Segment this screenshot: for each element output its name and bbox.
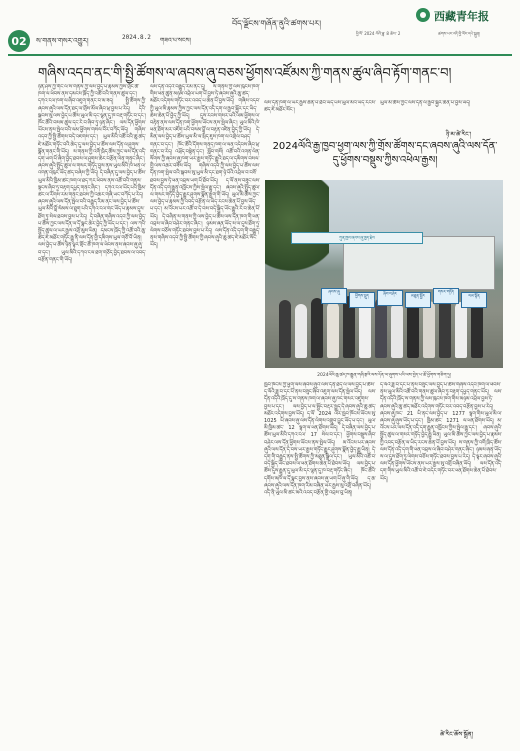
photo-person — [375, 298, 387, 358]
masthead-tibetan: བོད་ལྗོངས་གཞོན་ནུའི་ཚགས་པར། — [232, 19, 321, 28]
photo-person — [455, 302, 467, 358]
header-rule — [8, 54, 512, 56]
newspaper-logo-icon — [416, 8, 430, 22]
photo-person — [359, 300, 371, 358]
photo-person — [391, 303, 403, 358]
sub-headline: 2024ལོའི་རྒྱ་ཁྱབ་ཕྱག་ལས་ཀྱི་གྲོས་ཚོགས་དང་ཞབས་ཞུའི་ལས་དོན་དུ་ཕྱོགས་བསྡུས་ཀྱིས་འཕེལ་རྒྱས། — [272, 141, 498, 166]
page-header — [0, 0, 520, 50]
issue-weekday: གཟའ་པ་སངས། — [160, 37, 191, 44]
masthead-chinese: 西藏青年报 — [434, 10, 489, 23]
author-byline-top: ཉི་མ་ཚེ་རིང་། — [446, 131, 472, 138]
photo-banner: ཀུན་ཁྱབ་ཞབས་ཞུ་ཁྱད་རྗེས — [291, 232, 423, 244]
page-headline: གཞིས་འདབ་ནང་གི་སྤྱི་ཚོགས་ལ་ཞབས་ཞུ་བཅས་ཕྱོགས་འཛོམས་ཀྱི་གནས་ཚུལ་ཞིབ་རྟོག་གནང་བ། — [38, 66, 452, 81]
photo-sign: ལམ་སྟོན — [461, 292, 487, 308]
article-column-3: ཁྱབ་ཁོངས་ཀྱི་ཕྱག་ལས་ཞབས་ཞུའི་ལས་དོན་ཐད་ལ་ལས་བྱེད་པ་ཚོས་ད་ལོའི་ཟླ་བ་དང་པོ་ནས་བཟུང་ཞིབ་འཇུག་ལས་དོན་སྤེལ་ཡོད། ལས་དོན་འདིའི་ཁྲོད་དུ་ས་གནས་ཁག་ལ་ཞབས་ཞུ་ཁང་གསར་འཛུགས་བྱས་པ་དང་། ལས་བྱེད་པ་ལ་སྦྱོང་བརྡར་སྤྲད་དེ་ཞབས་ཞུའི་ཆུ་ཚད་མཐོར་འདེགས་བྱས་ཡོད། ད་ལོ་ 2024 ལོར་ཁྱབ་ཁོངས་ཡོངས་སུ་ 1025 ཡི་ཞབས་ཞུ་ལས་དོན་ལེགས་འགྲུབ་བྱུང་ཡོད་པ་དང་། ཡུལ་མི་ཁྱིམ་ཚང་ 12 ལྷག་ལ་ཕན་ཐོགས་ཡོད། དེ་བཞིན་ལས་བྱེད་པ་ཚོས་ཡུལ་མིའི་དཀའ་ངལ་ 17 སེལ་བ་དང་། ཕྱོགས་བསྡུས་ཞིབ་བཤེར་ལས་དོན་ཕྱོགས་ཡོངས་ནས་སྤེལ་ཡོད། མ་འོངས་པར་ཞབས་ཞུའི་ལས་དོན་དེ་བས་ཡར་རྒྱས་གཏོང་རྒྱུར་ཤུགས་སྣོན་བྱེད་རྒྱུ་ཡིན། དེ་དག་གི་བརྒྱུད་ནས་སྤྱི་ཚོགས་ཀྱི་མཐུན་སྒྲིལ་དང་། ཡུལ་མིའི་འཚོ་བ་བདེ་སྐྱིད་ཡོང་ཐབས་ལ་ཕན་ཐོགས་ཆེན་པོ་ཐེབས་ཡོད། ལས་བྱེད་པ་ཚོས་དུས་རྒྱུན་དུ་ཡུལ་མི་དང་ལྷན་དུ་ཁ་བརྡ་གཏོང་ཞིང་། ཁོང་ཚོའི་དགོས་མཁོ་ལ་དོ་སྣང་བྱས་ནས་ཞབས་ཞུ་ཡག་པོ་ཞུ་གི་ཡོད། ད་ཆ་ཞབས་ཞུའི་ལས་དོན་ཁག་རིམ་བཞིན་ཡར་རྒྱས་སུ་འགྲོ་བཞིན་ཡོད། འདི་ནི་ཡུལ་མི་ཚང་མའི་འབད་བརྩོན་གྱི་འབྲས་བུ་ཡིན། — [264, 382, 376, 497]
photo-sign: གསར་གཏོད — [433, 288, 459, 304]
photo-person — [439, 299, 451, 358]
photo-sign: ཞབས་ཞུ — [321, 288, 347, 304]
photo-caption: 2024ལོའི་ཆུ་ཚད་ཁ་རྒྱུན་གཞི་རྩའི་ལས་དོན་ལ་ཞུགས་པའི་ལས་བྱེད་པ་ཚོ་ཕྱོགས་གཅིག་ཏུ། — [317, 373, 451, 378]
photo-person — [423, 301, 435, 358]
photo-person — [279, 300, 291, 358]
photo-sign: མཐུན་སྦྱོར — [405, 292, 431, 308]
author-byline-bottom: ཚེ་རིང་ཆོས་སྒྲོན། — [440, 731, 473, 738]
news-photo — [265, 180, 503, 368]
photo-tree — [265, 180, 329, 280]
photo-sign: ཞིབ་བཤེར — [377, 290, 403, 306]
article-column-4: ད་ལོའི་ཟླ་བ་དང་པོ་ནས་བཟུང་ལས་བྱེད་པ་ཚོས་གཞིས་འདབ་ཁག་ལ་ཕེབས་ནས་ཡུལ་མིའི་འཚོ་བའི་གནས་ཚུལ་ཞིབ་ཏུ་བརྟག་དཔྱད་གནང་ཡོད། ལས་དོན་འདིའི་ཁྲོད་ས་གནས་ཀྱི་ལས་ཁུངས་ཁག་གིས་མཉམ་འབྲེལ་བྱས་ཏེ་ཞབས་ཞུའི་ཆུ་ཚད་མཐོར་འདེགས་གཏོང་བར་འབད་བརྩོན་བྱས་པ་རེད། ཞབས་ཞུ་ཁང་ 21 ཡི་ནང་ལས་བྱེད་པ་ 1277 ལྷག་གིས་ཡུལ་མི་ལ་ཞབས་ཞུ་ཞུས་ཡོད་པ་དང་། ཁྱིམ་ཚང་ 1271 ལ་ཕན་ཐོགས་ཡོད། མ་འོངས་པར་ལས་དོན་འདི་དག་རྒྱུན་འཁྱོངས་ཀྱིས་སྤེལ་རྒྱུ་དང་། ཞབས་ཞུའི་སྤྱོད་ཚུལ་ལ་གསར་གཏོད་བྱེད་རྒྱུ་ཡིན། ཡུལ་མི་ཚོས་ཀྱང་ལས་བྱེད་པ་རྣམས་ཀྱི་འབད་བརྩོན་ལ་ཡིད་རངས་ཆེན་པོ་བྱས་ཡོད། ས་གནས་ཀྱི་འགོ་ཁྲིད་ཚོས་ལས་དོན་འདི་དག་གི་ཕན་འབྲས་ལ་ཞིབ་བཤེར་གནང་ཞིང་། ཉམས་ཞན་ཡོད་ས་ལ་དུས་ཐོག་ཏུ་ལེགས་བཅོས་གཏོང་ཐབས་བྱས་པ་རེད། དེ་ལྟར་ཞབས་ཞུའི་ལས་དོན་ཕྱོགས་ཡོངས་ནས་ཡར་རྒྱས་སུ་འགྲོ་བཞིན་ཡོད། ལས་དོན་འདི་དག་གིས་ཡུལ་མིའི་འཚོ་བ་ཇེ་བདེར་གཏོང་བར་ཕན་ཐོགས་ཆེན་པོ་ཐེབས་ཡོད། — [380, 382, 502, 482]
article-column-4-top: ཡུལ་མི་ཚོས་ཀྱང་ལས་དོན་ལ་རྒྱབ་སྐྱོར་ཆེན་པོ་བྱས་ཡོད། — [380, 100, 471, 106]
photo-person — [327, 302, 339, 358]
masthead-subline-1: ཕྱི་ལོ་ 2024 ལོའི་ཟླ་ 8 ཚེས་ 2 — [356, 31, 401, 36]
photo-person — [295, 304, 307, 358]
page-number-badge: 02 — [8, 30, 30, 52]
article-column-3-top: ལས་དོན་ཁག་ལ་ཡར་རྒྱས་ཆེན་པོ་ཐོབ་ཡོད་པས་ཡུལ་མིའི་ཡིད་རངས་ཚད་ཇེ་མཐོར་སོང་། — [264, 100, 376, 114]
article-column-2: ལས་དོན་འདིའི་བརྒྱུད་རིམ་ནང་དུ། ས་གནས་ཀྱི་ལས་ཁུངས་ཁག་གིས་ཕན་ཚུན་མཉམ་འབྲེལ་ཡག་པོ་བྱས་ཏེ་ཞབས་ཞུའི་ཆུ་ཚད་མཐོར་འདེགས་གཏོང་བར་འབད་པ་ཆེན་པོ་བྱས་ཡོད། གཞིས་འདབ་ཀྱི་ཡུལ་མི་རྣམས་ཀྱིས་ཀྱང་ལས་དོན་འདི་དག་ལ་རྒྱབ་སྐྱོར་དང་ཡིད་ཆེས་ཆེན་པོ་བྱེད་ཀྱི་ཡོད། དུས་རབས་གསར་པའི་ལམ་ཕྱོགས་ལ་བརྟེན་ནས་ལས་དོན་ཁག་ཕྱོགས་ཡོངས་ནས་སྤེལ་ཞིང་། ཡུལ་མིའི་ཁེ་ཕན་ཐོག་མར་འཇོག་པའི་བསམ་བློ་ལ་བརྟན་འཛིན་བྱེད་ཀྱི་ཡོད། དེ་མིན་ལས་བྱེད་པ་ཚོས་ཡུལ་མི་ལ་སྲིད་ཇུས་ཁག་ལ་འགྲེལ་བཤད་གནང་བ་དང་། ཁོང་ཚོའི་དོགས་གནད་ཁག་ལ་ལན་འདེབས་ཞིབ་ཕྲ་གནང་བ་རེད། འཕྲོད་བསྟེན་དང་། སློབ་གསོ། འཚོ་བའི་འགན་ལེན་སོགས་ཀྱི་ཞབས་ཞུ་ཁག་ཡར་རྒྱས་གཏོང་རྒྱུའི་ཐད་ལ་དམིགས་བསལ་གྱི་ལས་འཆར་བཟོས་ཡོད། གཞིས་འདབ་ཀྱི་ལས་བྱེད་པ་ཚོས་ལས་དོན་ཁག་སྤེལ་བའི་སྐབས་སུ་ཡུལ་མི་དང་ཐག་ཉེ་པོའི་འབྲེལ་བ་བཟོ་ཐབས་བྱས་ཏེ་ཕན་འབྲས་ཡག་པོ་ཐོབ་ཡོད། ད་ལོ་ནས་བཟུང་ལས་དོན་འདི་དག་རྒྱུན་འཁྱོངས་ཀྱིས་སྤེལ་རྒྱུ་དང་། ཞབས་ཞུའི་སྤྱོད་ཚུལ་ལ་གསར་གཏོད་བྱེད་རྒྱུར་ཤུགས་སྣོན་རྒྱག་གི་ཡོད། ཡུལ་མི་ཚོས་ཀྱང་ལས་བྱེད་པ་རྣམས་ཀྱི་འབད་བརྩོན་ལ་ཡིད་རངས་ཆེན་པོ་བྱས་ཡོད་པ་དང་། མ་འོངས་པར་འཚོ་བ་དེ་བས་བདེ་སྐྱིད་ཡོང་རྒྱུའི་རེ་བ་ཆེན་པོ་ཡོད། དེ་བཞིན་ས་གནས་ཀྱི་ལས་བྱེད་པ་ཚོས་ལས་དོན་ཁག་གི་ཕན་འབྲས་ལ་ཞིབ་བཤེར་གནང་ཞིང་། ཉམས་ཞན་ཡོད་ས་ལ་དུས་ཐོག་ཏུ་ལེགས་བཅོས་གཏོང་ཐབས་བྱས་པ་རེད། ལས་དོན་འདི་དག་གི་བརྒྱུད་ནས་གཞིས་འདབ་ཀྱི་སྤྱི་ཚོགས་ཀྱི་ཞབས་ཞུའི་ཆུ་ཚད་ཇེ་མཐོར་སོང་ཡོད། — [150, 84, 260, 249]
photo-person — [311, 298, 323, 358]
masthead-subline-2: ཚགས་པར་འདི་ཕྱི་ལོར་དཔེ་སྐྲུན། — [438, 31, 481, 36]
photo-sign: ཕྱོགས་སྡུད — [349, 292, 375, 308]
photo-bus — [343, 236, 495, 290]
article-column-1: ཉིན་ཤས་ཀྱི་གོང་ལ་ས་གནས་ཀྱི་ལས་བྱེད་པ་རྣམས་ཀྱིས་གྲོང་ཚོ་ཁག་ལ་ཕེབས་ནས་དམངས་ཁྲོད་ཀྱི་འཚོ་བའི་གནས་ཚུལ་དང་། དཀའ་ངལ་ཁག་ལ་ཞིབ་འཇུག་གནང་བ་མ་ཟད། སྤྱི་ཚོགས་ཀྱི་ཞབས་ཞུའི་ལས་དོན་ཐད་ལ་གྲོས་མོལ་ཞིབ་ཕྲ་བྱས་པ་རེད། དེའི་སྐབས་སུ་ལས་བྱེད་པ་ཚོས་ཡུལ་མི་དང་ལྷན་དུ་ཁ་བརྡ་གཏོང་བ་དང་། ཁོང་ཚོའི་བསམ་ཚུལ་དང་རེ་བ་ཞིབ་ཏུ་ཉན་ཞིང་། ལས་དོན་ཕྱོགས་ཡོངས་ནས་སྤེལ་བའི་ལམ་ཕྱོགས་གསལ་བོར་བཀོད་ཡོད། གཞིས་འདབ་ཀྱི་སྤྱི་ཚོགས་བདེ་འཇགས་དང་། ཡུལ་མིའི་འཚོ་བའི་ཆུ་ཚད་ཇེ་མཐོར་གཏོང་བའི་ཆེད་དུ་ལས་བྱེད་པ་ཚོས་ལས་དོན་ལ་ཤུགས་སྣོན་གནང་གི་ཡོད། ས་གནས་ཀྱི་འགོ་ཁྲིད་ཚོས་ཀྱང་ལས་དོན་འདི་དག་ཡག་པོ་ཞིག་བྱེད་ཐབས་ལ་ཤུགས་ཆེར་བརྩོན་ལེན་གནང་ཞིང་། ཞབས་ཞུའི་སྤྱོད་ཚུལ་ལ་གསར་གཏོད་བྱས་ནས་ཡུལ་མིའི་ཁེ་ཕན་ལ་འགན་འཁུར་ཡོད་ཚད་བཞེས་ཀྱི་ཡོད། དེ་བཞིན་དུ་ལས་བྱེད་པ་ཚོས་ཡུལ་མིའི་ཁྱིམ་ཚང་ཁག་ལ་ཐད་ཀར་ཕེབས་ནས་འཚོ་བའི་གནས་སྟངས་ཞིབ་ཏུ་བརྟག་དཔྱད་གནང་ཞིང་། དཀའ་ངལ་ཡོད་པའི་ཁྱིམ་ཚང་ལ་རོགས་རམ་གནང་ཐབས་ཀྱི་འཆར་གཞི་ཡང་བཀོད་པ་རེད། ཞབས་ཞུའི་ལས་དོན་སྤེལ་བའི་བརྒྱུད་རིམ་ནང་ལས་བྱེད་པ་ཚོས་ཡུལ་མིའི་བློ་སེམས་ལ་ཐུག་པའི་དཀའ་ངལ་གང་ཡོད་པ་རྣམས་དུས་ཐོག་ཏུ་སེལ་ཐབས་བྱས་པ་རེད། དེ་བཞིན་གཞིས་འདབ་ཀྱི་ལས་བྱེད་པ་ཚོས་ཀྱང་ལས་དོན་ལ་དོ་སྣང་ཆེར་བྱེད་ཀྱི་ཡོད་པ་དང་། ལས་ཀའི་སྤྱོད་ཚུལ་ལ་ཡར་རྒྱས་འགྲོ་མུས་ཡིན། དམངས་ཁྲོད་ཀྱི་འཚོ་བའི་ཆུ་ཚད་ཇེ་མཐོར་གཏོང་རྒྱུ་ནི་ལས་དོན་གྱི་དམིགས་ཡུལ་གཙོ་བོ་ཡིན། ལས་བྱེད་པ་ཚོས་ཉིན་ལྟར་གྲོང་ཚོ་ཁག་ལ་ཕེབས་ནས་ཞབས་ཞུ་ཞུ་བ་དང་། ཡུལ་མིའི་དཀའ་ངལ་ཐག་གཅོད་བྱེད་ཐབས་ལ་འབད་བརྩོན་གནང་གི་ཡོད། — [38, 84, 146, 263]
issue-date: 2024.8.2 — [122, 34, 151, 41]
section-label: ས་གནས་གསར་འགྱུར། — [36, 37, 89, 45]
